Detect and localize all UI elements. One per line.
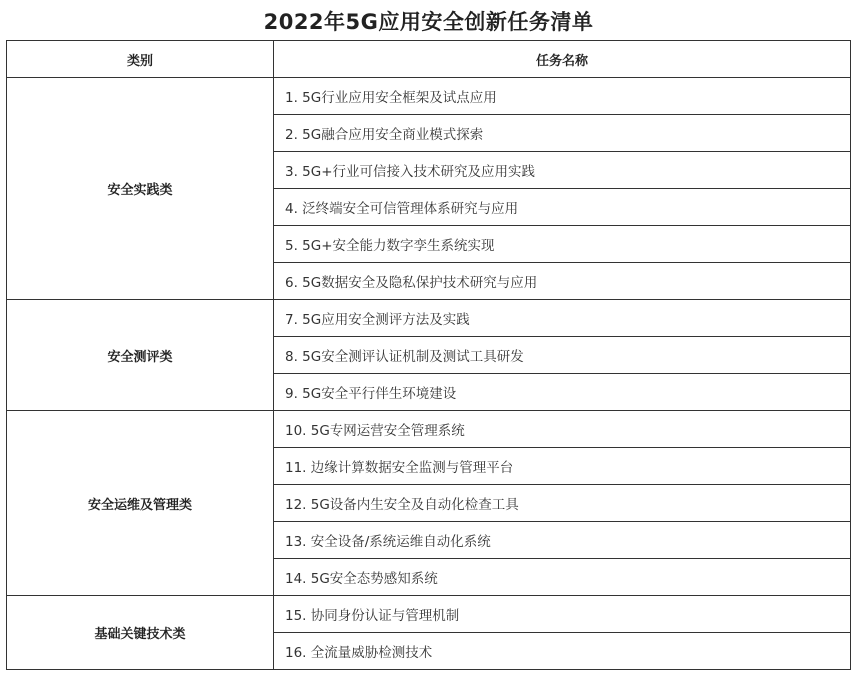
- task-column-header: 任务名称: [274, 41, 851, 78]
- table-row: [7, 300, 851, 337]
- task-cell: 4. 泛终端安全可信管理体系研究与应用: [274, 189, 851, 226]
- task-cell: 12. 5G设备内生安全及自动化检查工具: [274, 485, 851, 522]
- category-cell: 基础关键技术类: [7, 596, 274, 670]
- task-cell: 6. 5G数据安全及隐私保护技术研究与应用: [274, 263, 851, 300]
- table-row: [7, 596, 851, 633]
- category-column-header: 类别: [7, 41, 274, 78]
- task-cell: 2. 5G融合应用安全商业模式探索: [274, 115, 851, 152]
- task-cell: 5. 5G+安全能力数字孪生系统实现: [274, 226, 851, 263]
- task-cell: 1. 5G行业应用安全框架及试点应用: [274, 78, 851, 115]
- table-body: [7, 78, 851, 670]
- category-cell: 安全实践类: [7, 78, 274, 300]
- task-cell: 16. 全流量威胁检测技术: [274, 633, 851, 670]
- document-title: 2022年5G应用安全创新任务清单: [263, 10, 594, 34]
- category-cell: 安全运维及管理类: [7, 411, 274, 596]
- table-row: [7, 411, 851, 448]
- task-cell: 11. 边缘计算数据安全监测与管理平台: [274, 448, 851, 485]
- task-cell: 14. 5G安全态势感知系统: [274, 559, 851, 596]
- task-cell: 9. 5G安全平行伴生环境建设: [274, 374, 851, 411]
- task-cell: 3. 5G+行业可信接入技术研究及应用实践: [274, 152, 851, 189]
- task-cell: 8. 5G安全测评认证机制及测试工具研发: [274, 337, 851, 374]
- task-cell: 15. 协同身份认证与管理机制: [274, 596, 851, 633]
- category-cell: 安全测评类: [7, 300, 274, 411]
- task-cell: 13. 安全设备/系统运维自动化系统: [274, 522, 851, 559]
- task-cell: 10. 5G专网运营安全管理系统: [274, 411, 851, 448]
- task-list-table: [6, 40, 851, 670]
- task-cell: 7. 5G应用安全测评方法及实践: [274, 300, 851, 337]
- table-header-row: [7, 41, 851, 78]
- table-row: [7, 78, 851, 115]
